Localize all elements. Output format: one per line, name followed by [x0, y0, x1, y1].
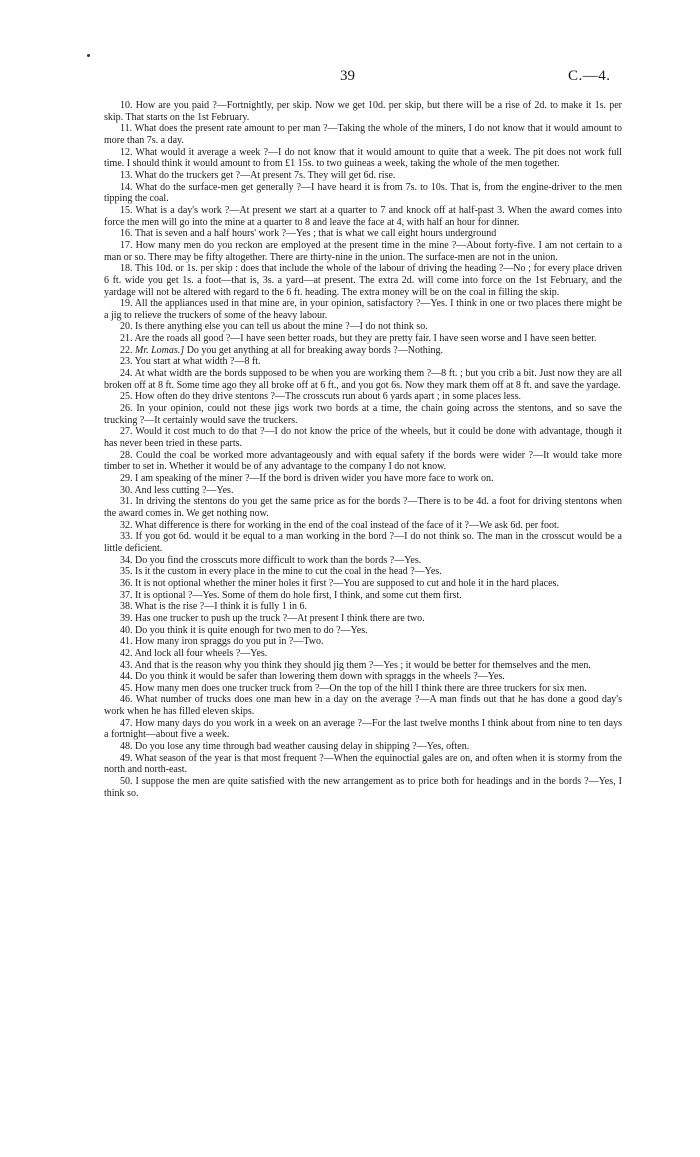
question-number: 11.	[120, 123, 133, 135]
question-number: 32.	[120, 519, 133, 531]
question-number: 18.	[120, 263, 133, 275]
question-text: Is it the custom in every place in the mine to cut the coal in the head ?—Yes.	[135, 566, 442, 578]
question-paragraph	[104, 240, 622, 263]
question-paragraph	[104, 613, 622, 625]
question-number: 30.	[120, 484, 133, 496]
question-paragraph	[104, 391, 622, 403]
question-paragraph	[104, 450, 622, 473]
question-paragraph	[104, 356, 622, 368]
question-text: Do you find the crosscuts more difficult to work than the bords ?—Yes.	[135, 554, 422, 566]
question-paragraph	[104, 496, 622, 519]
question-paragraph	[104, 660, 622, 672]
question-paragraph	[104, 123, 622, 146]
question-paragraph	[104, 520, 622, 532]
question-text: How many days do you work in a week on an average ?—For the last twelve months I think about from nine to ten days a fortnight—about five a week.	[104, 717, 622, 741]
question-paragraph	[104, 718, 622, 741]
question-number: 23.	[120, 356, 133, 368]
question-paragraph	[104, 147, 622, 170]
question-number: 20.	[120, 321, 133, 333]
question-text: In your opinion, could not these jigs work two bords at a time, the chain going across the stentons, and so save the trucking ?—It certainly would save the truckers.	[104, 403, 622, 426]
question-paragraph	[104, 485, 622, 497]
question-paragraph	[104, 555, 622, 567]
question-number: 34.	[120, 554, 133, 566]
question-number: 27.	[120, 426, 133, 438]
document-reference: C.—4.	[568, 68, 611, 84]
question-number: 14.	[120, 181, 133, 193]
question-text: If you got 6d. would it be equal to a man working in the bord ?—I do not think so. The man in the crosscut would be a little deficient.	[104, 531, 622, 554]
question-text: Would it cost much to do that ?—I do not know the price of the wheels, but it could be done with advantage, though it has never been tried in these parts.	[104, 426, 622, 450]
question-text: This 10d. or 1s. per skip : does that include the whole of the labour of driving the heading ?—No ; for every place driven 6 ft. wide you get 1s. a foot—that is, 3s. a yard—at present. The extra 2d. will come into force on the 1st February, and the yardage will not be altered with regard to the 6 ft. heading. The extra money will be on the coal in filling the skip.	[104, 263, 622, 298]
question-text: What difference is there for working in the end of the coal instead of the face of it ?—We ask 6d. per foot.	[134, 519, 560, 531]
question-number: 42.	[120, 647, 133, 659]
question-text: What do the truckers get ?—At present 7s. They will get 6d. rise.	[134, 169, 396, 181]
question-text: What does the present rate amount to per man ?—Taking the whole of the miners, I do not know that it would amount to more than 7s. a day.	[104, 123, 622, 146]
question-number: 17.	[120, 239, 133, 251]
question-paragraph	[104, 100, 622, 123]
question-paragraph	[104, 753, 622, 776]
question-number: 33.	[120, 531, 133, 543]
question-number: 26.	[120, 403, 133, 415]
question-text: How often do they drive stentons ?—The crosscuts run about 6 yards apart ; in some places less.	[135, 391, 522, 403]
question-text: That is seven and a half hours' work ?—Yes ; that is what we call eight hours underground	[134, 228, 497, 240]
question-number: 44.	[120, 671, 133, 683]
question-text: At what width are the bords supposed to be when you are working them ?—8 ft. ; but you crib a bit. Just now they are all broken off at 8 ft. Some time ago they all broke off at 6 ft., and you got 6s. Now they mark them off at 8 ft. and save the yardage.	[104, 368, 623, 391]
question-paragraph	[104, 228, 622, 240]
question-paragraph	[104, 671, 622, 683]
question-text: It is not optional whether the miner holes it first ?—You are supposed to cut and hole it in the hard places.	[135, 577, 559, 589]
question-paragraph	[104, 426, 622, 449]
question-number: 43.	[120, 659, 133, 671]
question-number: 37.	[120, 589, 133, 601]
stray-mark	[87, 54, 90, 57]
question-text: What season of the year is that most frequent ?—When the equinoctial gales are on, and often when it is stormy from the north and north-east.	[104, 752, 622, 776]
question-paragraph	[104, 694, 622, 717]
question-number: 38.	[120, 601, 133, 613]
question-number: 31.	[120, 496, 133, 508]
page-header	[0, 68, 700, 88]
question-number: 29.	[120, 473, 133, 484]
question-number: 49.	[120, 752, 133, 764]
question-paragraph	[104, 601, 622, 613]
question-number: 48.	[120, 741, 133, 753]
question-text: Are the roads all good ?—I have seen better roads, but they are pretty fair. I have seen worse and I have seen better.	[134, 333, 597, 345]
question-paragraph	[104, 473, 622, 485]
question-paragraph	[104, 170, 622, 182]
question-paragraph	[104, 648, 622, 660]
question-number: 19.	[120, 298, 133, 310]
question-paragraph	[104, 333, 622, 345]
question-number: 36.	[120, 577, 133, 589]
question-paragraph	[104, 578, 622, 590]
question-text: What is the rise ?—I think it is fully 1 in 6.	[134, 601, 308, 613]
question-paragraph	[104, 403, 622, 426]
question-text: How many iron spraggs do you put in ?—Two.	[135, 636, 324, 648]
question-number: 41.	[120, 636, 133, 648]
question-text: What do the surface-men get generally ?—I have heard it is from 7s. to 10s. That is, from the engine-driver to the men tipping the coal.	[104, 181, 622, 205]
question-paragraph	[104, 531, 622, 554]
question-number: 47.	[120, 717, 133, 729]
question-text: You start at what width ?—8 ft.	[134, 356, 261, 368]
question-number: 10.	[120, 100, 133, 111]
question-number: 40.	[120, 624, 133, 636]
question-paragraph	[104, 566, 622, 578]
question-text: All the appliances used in that mine are, in your opinion, satisfactory ?—Yes. I think in one or two places there might be a jig to relieve the truckers of some of the heavy labour.	[104, 298, 622, 321]
question-number: 13.	[120, 169, 133, 181]
question-text: How many men does one trucker truck from ?—On the top of the hill I think there are three truckers for six men.	[135, 682, 587, 694]
question-text: And that is the reason why you think they should jig them ?—Yes ; it would be better for themselves and the men.	[134, 659, 591, 671]
question-text: Do you think it would be safer than lowering them down with spraggs in the wheels ?—Yes.	[135, 671, 505, 683]
question-paragraph	[104, 741, 622, 753]
question-number: 50.	[120, 776, 133, 788]
question-number: 16.	[120, 228, 133, 240]
question-number: 28.	[120, 449, 133, 461]
question-text: And lock all four wheels ?—Yes.	[134, 647, 268, 659]
page-number: 39	[340, 68, 355, 84]
question-text: It is optional ?—Yes. Some of them do hole first, I think, and some cut them first.	[135, 589, 462, 601]
question-text: Is there anything else you can tell us about the mine ?—I do not think so.	[135, 321, 428, 333]
question-number: 46.	[120, 694, 133, 706]
question-text: How many men do you reckon are employed at the present time in the mine ?—About forty-five. I am not certain to a man or so. There may be fifty altogether. There are thirty-nine in the union. The surface-men are not in the union.	[104, 239, 623, 263]
question-number: 15.	[120, 204, 133, 216]
question-text: How are you paid ?—Fortnightly, per skip. Now we get 10d. per skip, but there will be a rise of 2d. to make it 1s. per skip. That starts on the 1st February.	[104, 100, 623, 123]
question-paragraph	[104, 368, 622, 391]
question-paragraph	[104, 776, 622, 799]
question-number: 21.	[120, 333, 133, 345]
question-text: Has one trucker to push up the truck ?—At present I think there are two.	[135, 612, 425, 624]
question-number: 24.	[120, 368, 133, 380]
question-paragraph	[104, 590, 622, 602]
question-number: 35.	[120, 566, 133, 578]
question-text: Do you think it is quite enough for two men to do ?—Yes.	[135, 624, 368, 636]
speaker-label: Mr. Lomas.]	[135, 344, 185, 356]
question-text: What is a day's work ?—At present we start at a quarter to 7 and knock off at half-past 3. When the award comes into force the men will go into the mine at a quarter to 8 and leave the face at 4, with half an hour for dinner.	[104, 204, 622, 228]
question-number: 45.	[120, 682, 133, 694]
question-paragraph	[104, 321, 622, 333]
question-paragraph	[104, 636, 622, 648]
question-paragraph	[104, 625, 622, 637]
question-paragraph	[104, 205, 622, 228]
question-paragraph	[104, 182, 622, 205]
question-text: What would it average a week ?—I do not know that it would amount to quite that a week. The pit does not work full time. I should think it would amount to from £1 15s. to two guineas a week, taking the whole of the men together.	[104, 146, 622, 170]
question-paragraph	[104, 683, 622, 695]
question-text: Could the coal be worked more advantageously and with equal safety if the bords were wider ?—It would take more timber to set in. Whether it would be of any advantage to the company I do not know.	[104, 449, 622, 473]
question-number: 22.	[120, 344, 133, 356]
question-paragraph	[104, 298, 622, 321]
question-number: 12.	[120, 146, 133, 158]
question-text: I am speaking of the miner ?—If the bord is driven wider you have more face to work on.	[135, 473, 494, 484]
question-text: In driving the stentons do you get the same price as for the bords ?—There is to be 4d. a foot for driving stentons when the award comes in. We get nothing now.	[104, 496, 623, 519]
question-text: What number of trucks does one man hew in a day on the average ?—A man finds out that he has done a good day's work when he has filled eleven skips.	[104, 694, 622, 718]
testimony-body	[104, 100, 622, 799]
question-paragraph	[104, 263, 622, 298]
question-number: 39.	[120, 612, 133, 624]
question-paragraph	[104, 345, 622, 357]
question-text: And less cutting ?—Yes.	[134, 484, 234, 496]
question-text: I suppose the men are quite satisfied with the new arrangement as to price both for headings and in the bords ?—Yes, I think so.	[104, 776, 623, 799]
question-text: Do you get anything at all for breaking away bords ?—Nothing.	[184, 344, 444, 356]
question-text: Do you lose any time through bad weather causing delay in shipping ?—Yes, often.	[135, 741, 470, 753]
question-number: 25.	[120, 391, 133, 403]
